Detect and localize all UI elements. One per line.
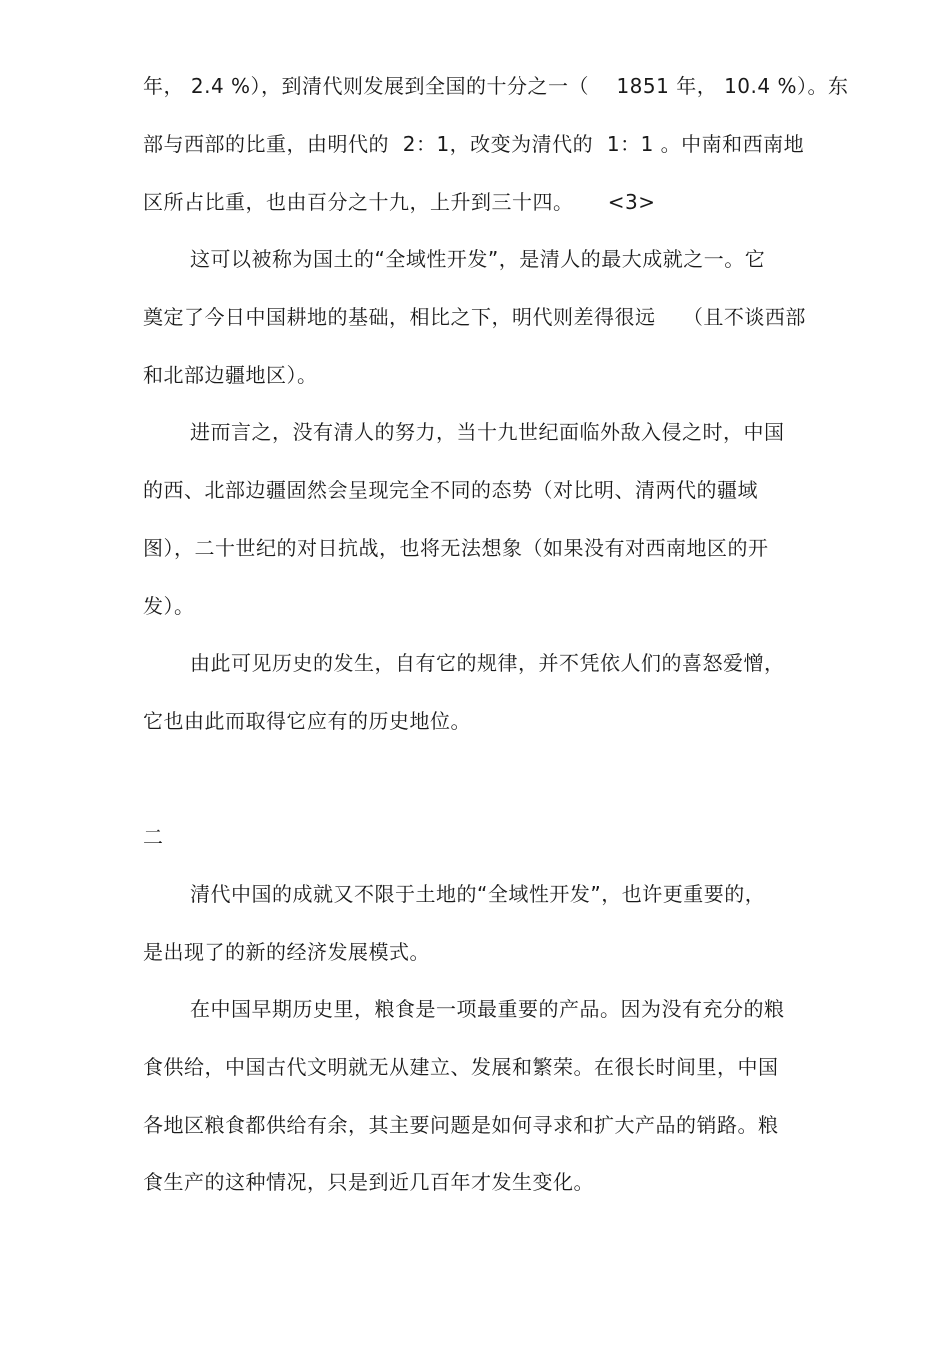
text-line: 区所占比重，也由百分之十九，上升到三十四。 <3> <box>143 190 656 214</box>
text-line: 它也由此而取得它应有的历史地位。 <box>143 709 471 733</box>
paragraph-start: 在中国早期历史里，粮食是一项最重要的产品。因为没有充分的粮 <box>190 997 785 1021</box>
text-line: 部与西部的比重，由明代的 2：1，改变为清代的 1：1 。中南和西南地 <box>143 132 805 156</box>
text-line: 食供给，中国古代文明就无从建立、发展和繁荣。在很长时间里，中国 <box>143 1055 779 1079</box>
paragraph-start: 进而言之，没有清人的努力，当十九世纪面临外敌入侵之时，中国 <box>190 420 785 444</box>
text-line: 食生产的这种情况，只是到近几百年才发生变化。 <box>143 1170 594 1194</box>
text-line: 图），二十世纪的对日抗战，也将无法想象（如果没有对西南地区的开 <box>143 536 769 560</box>
paragraph-start: 由此可见历史的发生，自有它的规律，并不凭依人们的喜怒爱憎， <box>190 651 785 675</box>
text-line: 是出现了的新的经济发展模式。 <box>143 940 430 964</box>
section-heading: 二 <box>143 825 164 849</box>
text-line: 和北部边疆地区）。 <box>143 363 318 387</box>
text-line: 年， 2.4 %），到清代则发展到全国的十分之一（ 1851 年， 10.4 %）。东 <box>143 74 849 98</box>
paragraph-start: 这可以被称为国土的“全域性开发”，是清人的最大成就之一。它 <box>190 247 766 271</box>
text-line: 发）。 <box>143 594 195 618</box>
text-line: 的西、北部边疆固然会呈现完全不同的态势（对比明、清两代的疆域 <box>143 478 758 502</box>
text-line: 各地区粮食都供给有余，其主要问题是如何寻求和扩大产品的销路。粮 <box>143 1113 779 1137</box>
paragraph-start: 清代中国的成就又不限于土地的“全域性开发”，也许更重要的， <box>190 882 766 906</box>
text-line: 奠定了今日中国耕地的基础，相比之下，明代则差得很远 （且不谈西部 <box>143 305 806 329</box>
